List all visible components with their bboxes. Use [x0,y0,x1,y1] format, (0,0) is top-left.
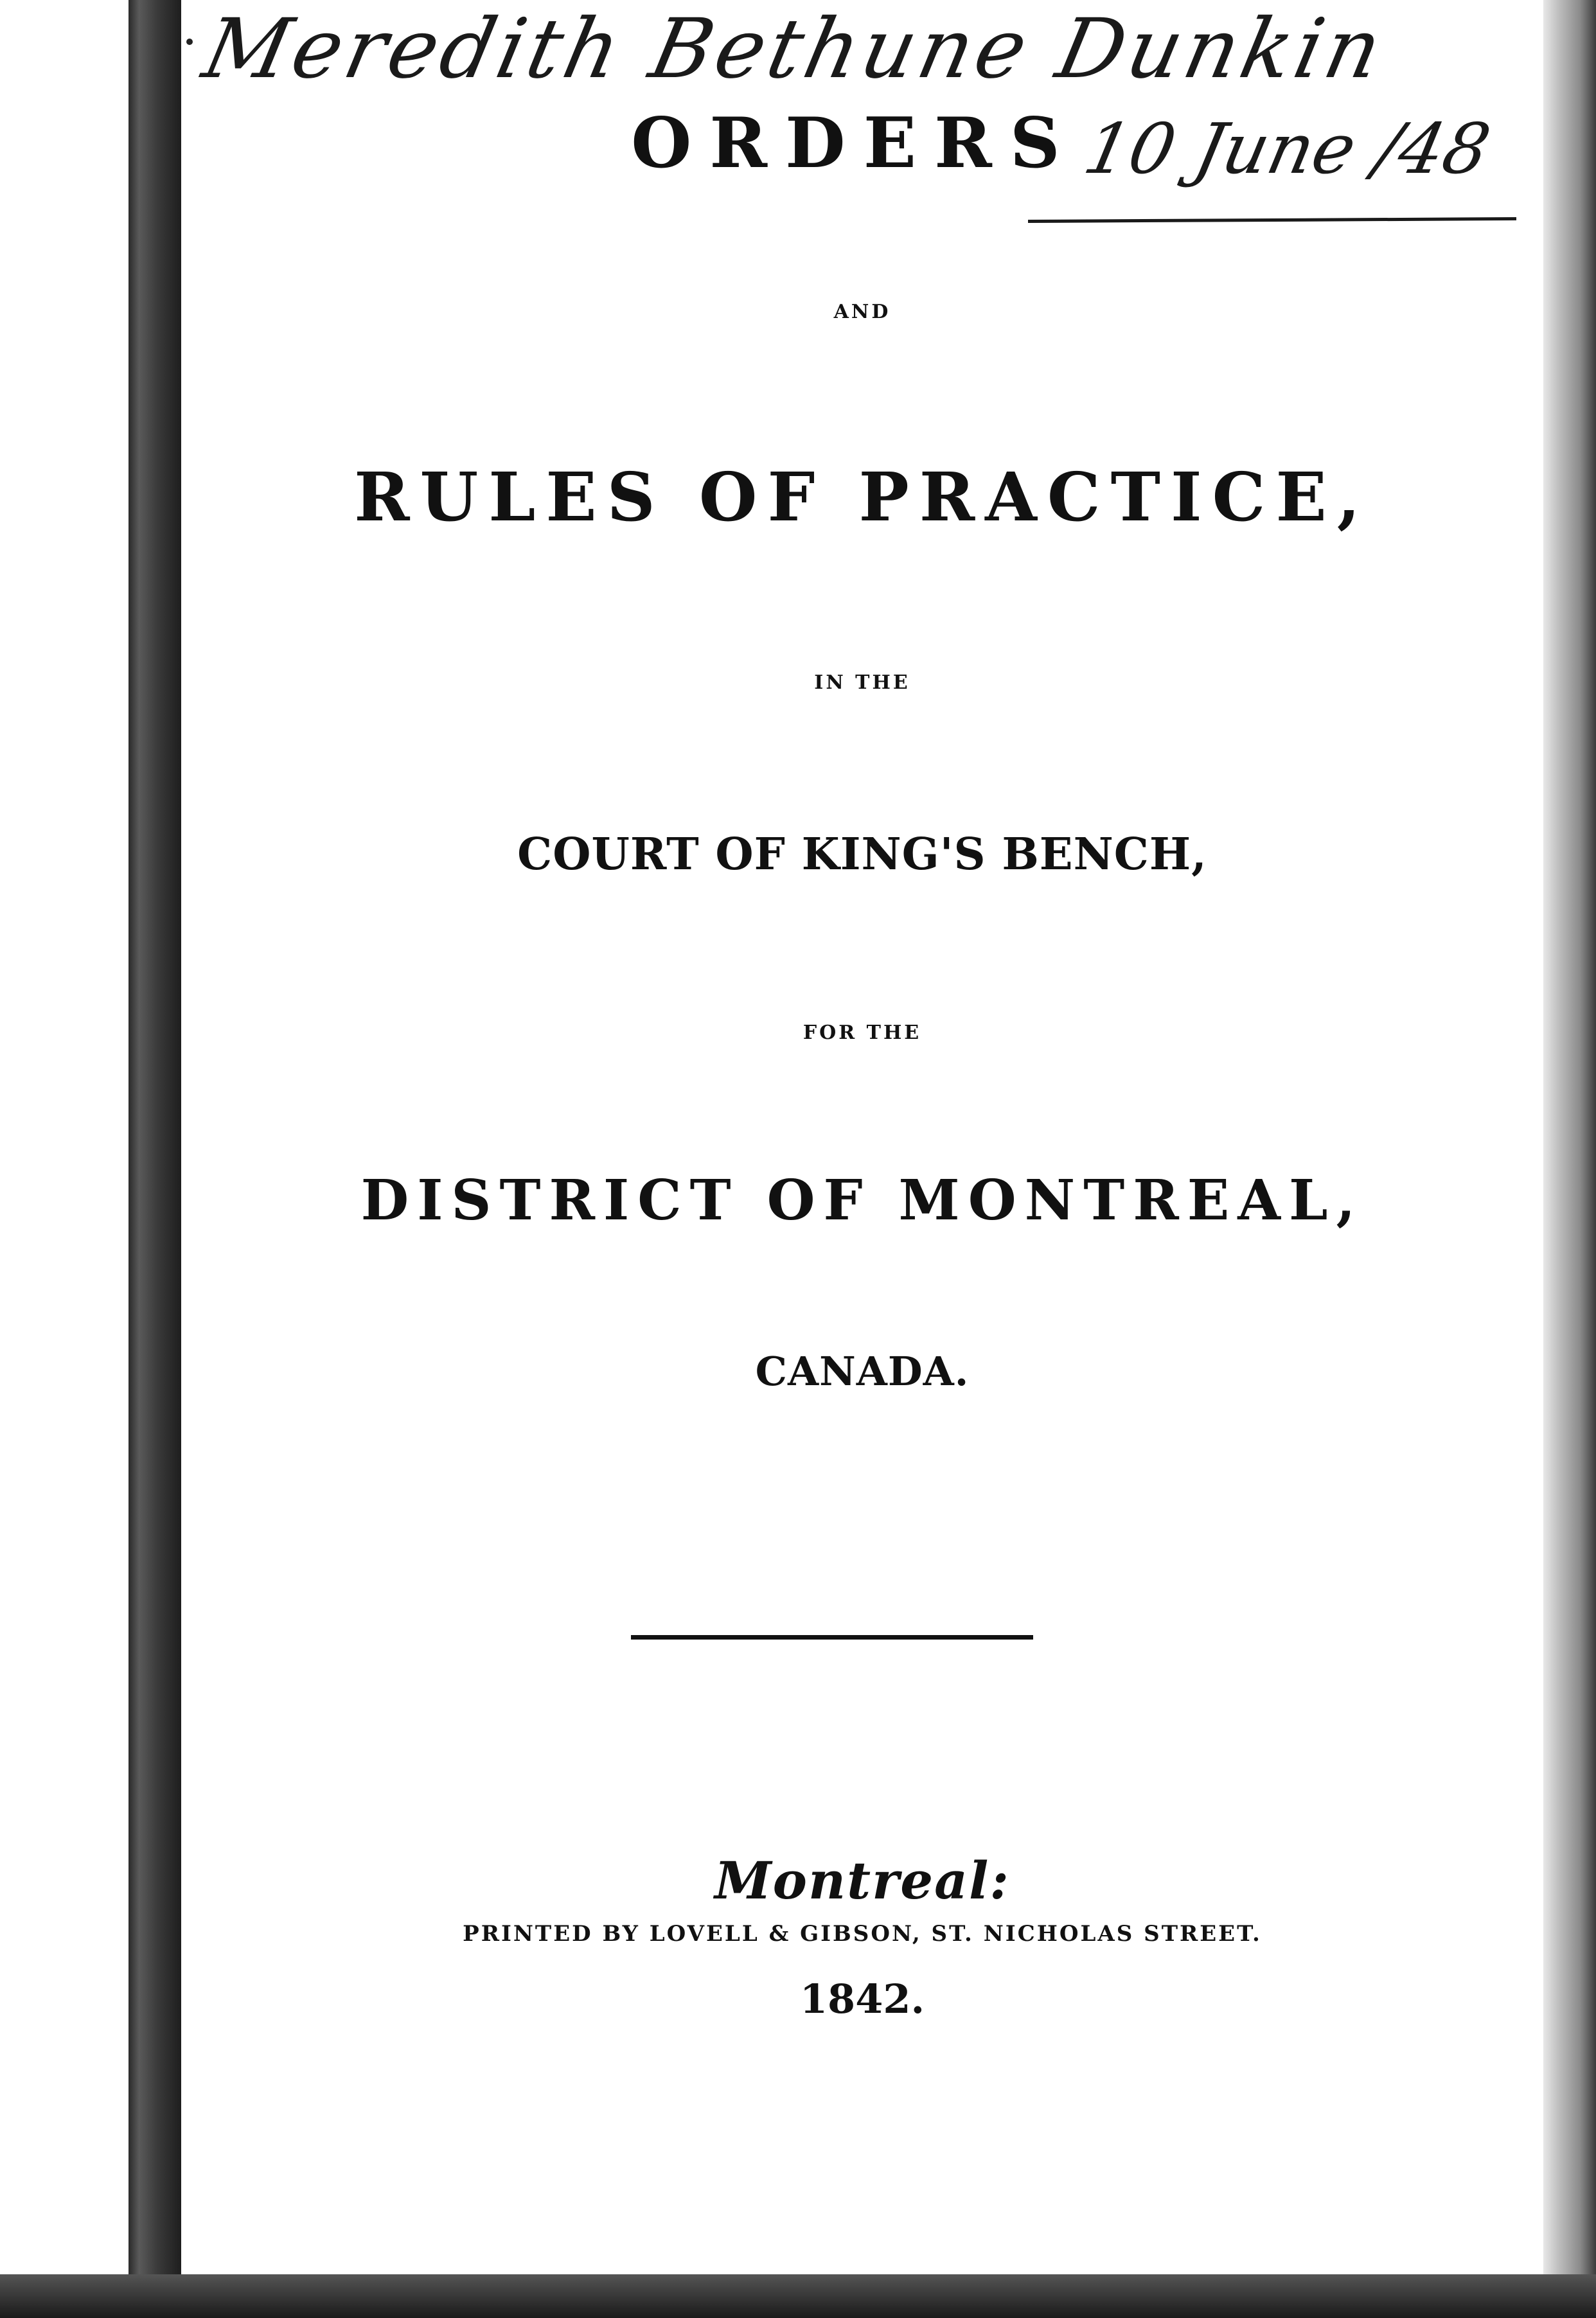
imprint-city: Montreal: [714,1850,1010,1911]
title-court: COURT OF KING'S BENCH, [517,829,1207,880]
title-canada: CANADA. [755,1348,970,1395]
title-in-the: IN THE [814,671,910,694]
title-for-the: FOR THE [802,1022,922,1044]
page-right-edge [1543,0,1596,2274]
title-and: AND [833,301,891,323]
binding-edge [129,0,181,2274]
imprint-year: 1842. [799,1976,925,2022]
divider-rule [631,1635,1033,1640]
title-rules-of-practice: RULES OF PRACTICE, [354,457,1370,536]
handwritten-date: 10 June /48 [1077,109,1497,190]
page-bottom-shadow [0,2274,1596,2318]
imprint-printer: PRINTED BY LOVELL & GIBSON, ST. NICHOLAS STREET. [463,1921,1262,1947]
ink-dot [186,39,193,45]
handwritten-signature: Meredith Bethune Dunkin [195,1,1394,97]
title-page [181,0,1543,2268]
title-orders: ORDERS [631,103,1078,184]
title-district: DISTRICT OF MONTREAL, [360,1168,1364,1233]
